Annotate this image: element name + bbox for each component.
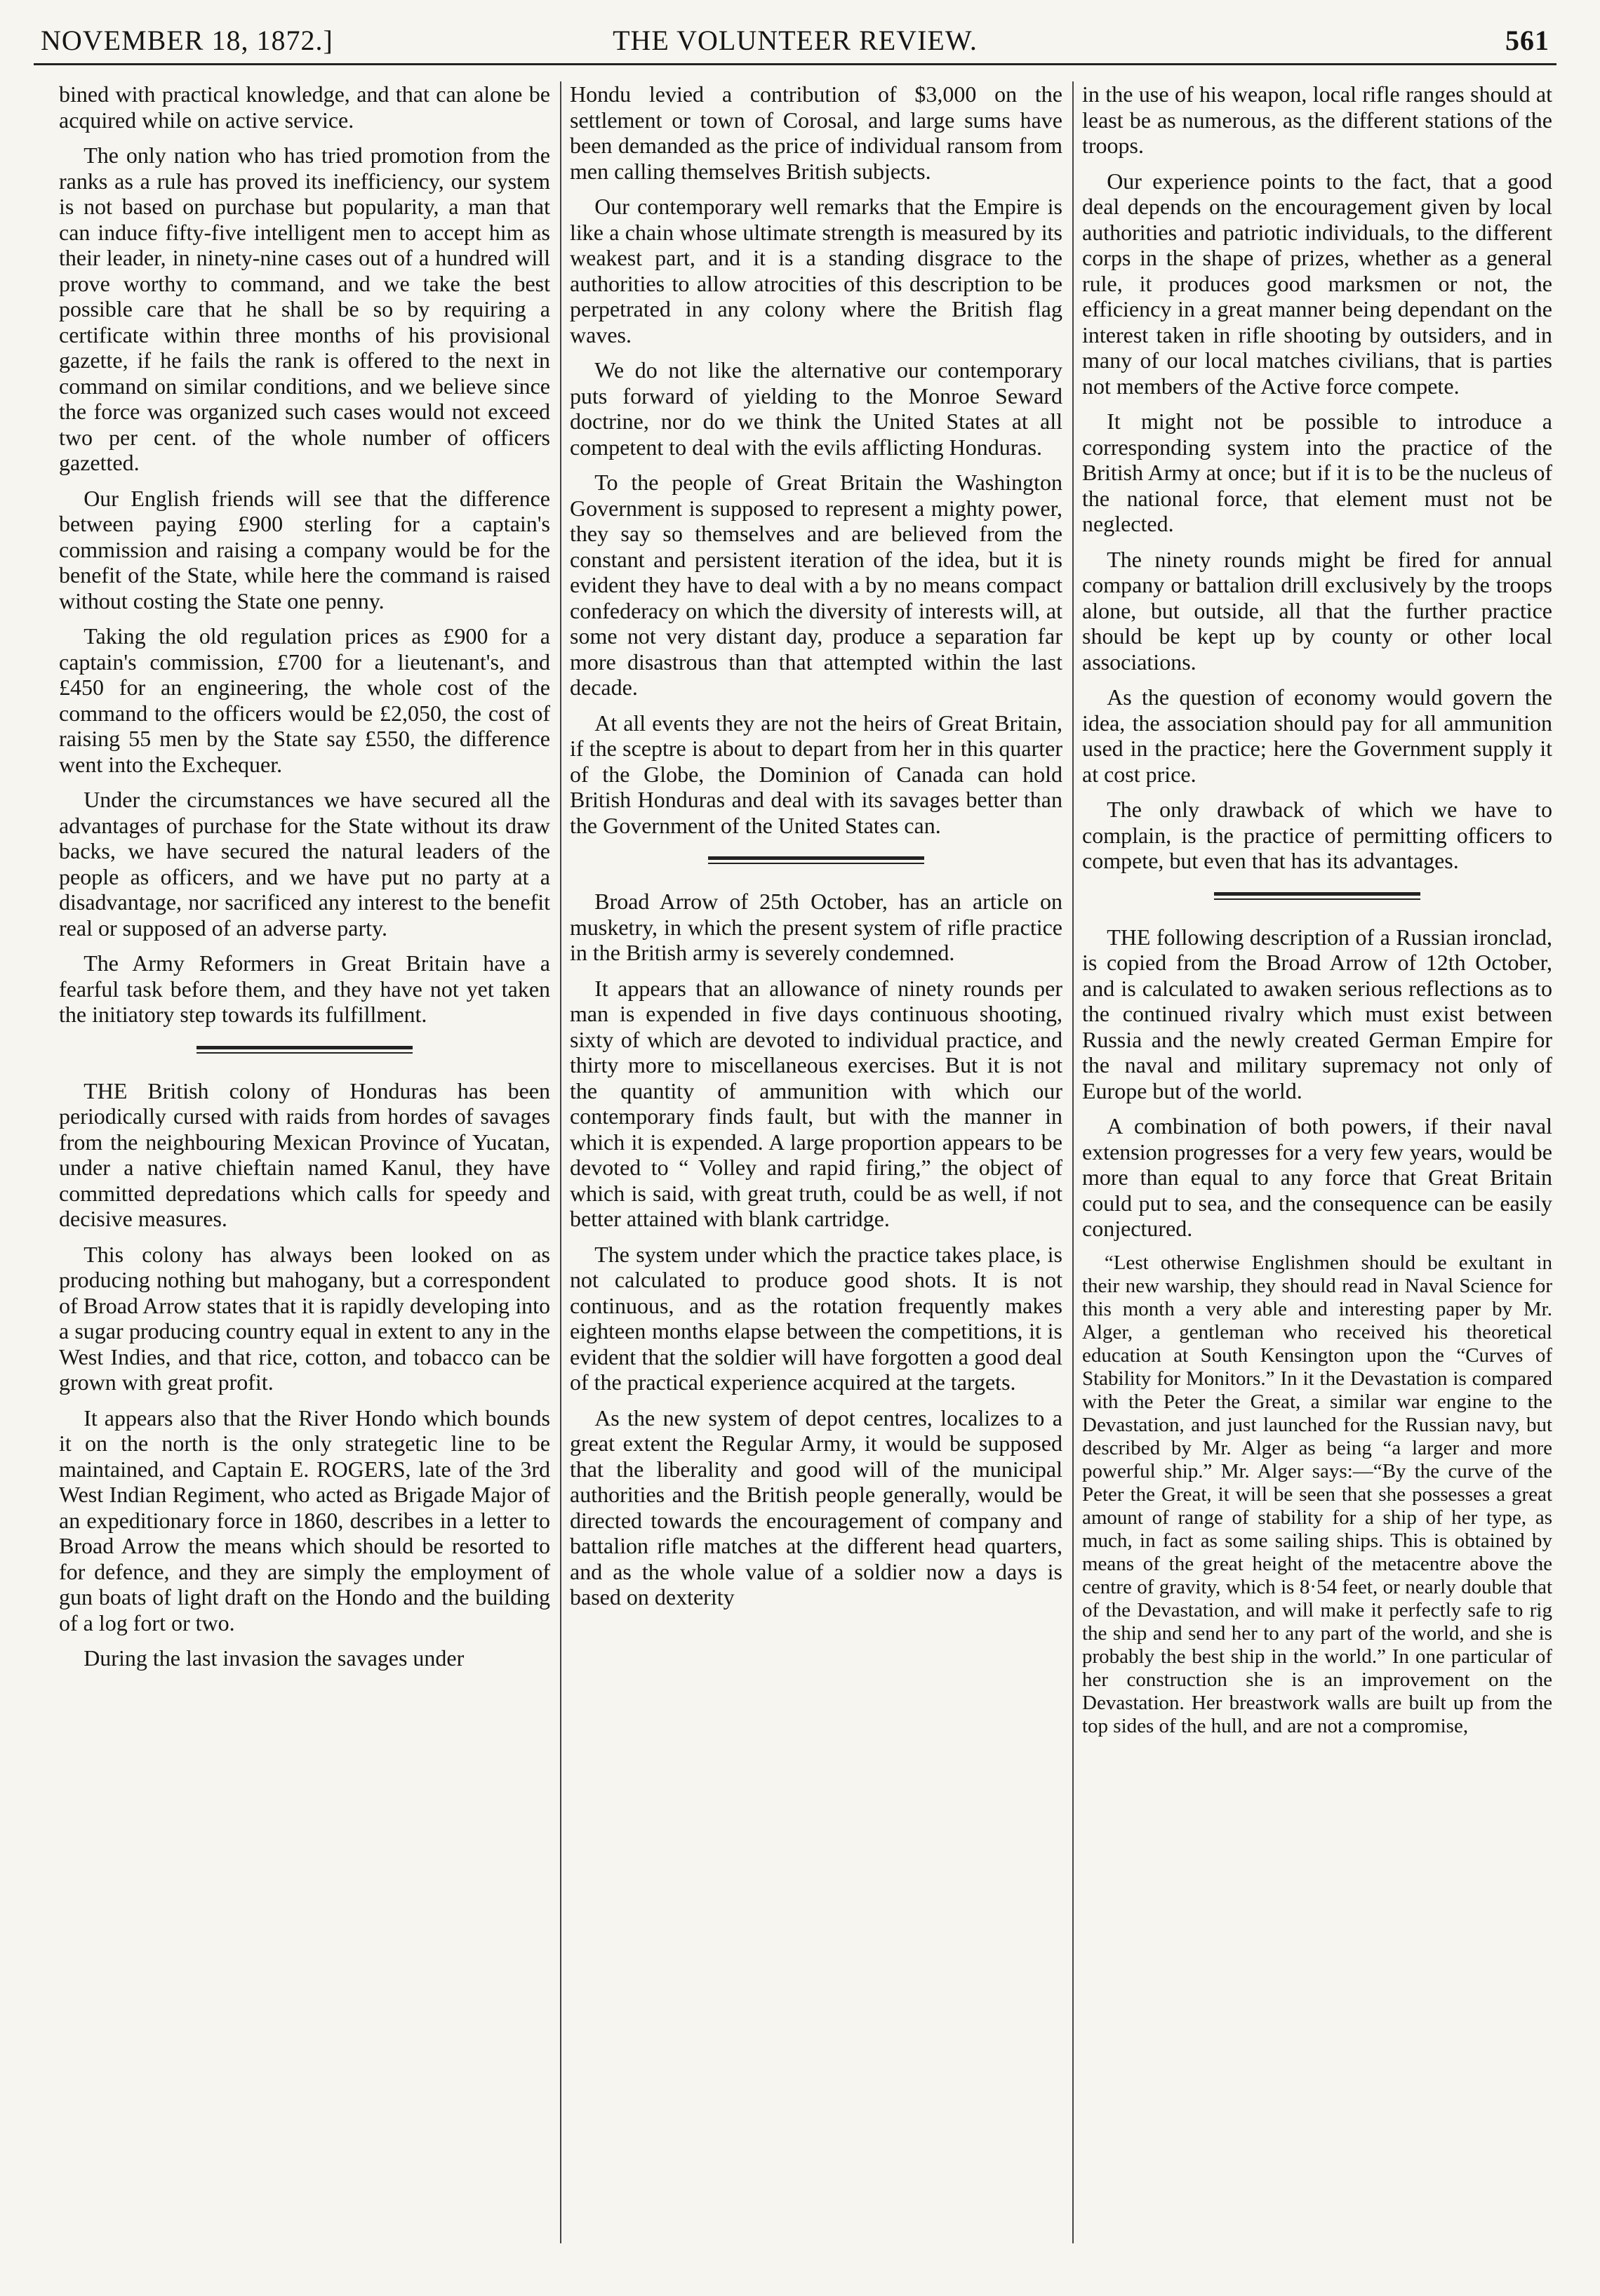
article-paragraph: The only nation who has tried promotion from the ranks as a rule has proved its inefficiency, our system is not based on purchase but popularity, a man that can induce fifty-five intelligent men to accept him as their leader, in ninety-nine cases out of a hundred will prove worthy to command, and we take the best possible care that he shall be so by requiring a certificate within three months of his provisional gazette, if he fails the rank is offered to the next in command on similar conditions, and we believe since the force was organized such cases would not exceed two per cent. of the whole number of officers gazetted. xyxy=(59,142,550,475)
column-rule xyxy=(1072,81,1074,2243)
column-rule xyxy=(560,81,561,2243)
article-paragraph: As the new system of depot centres, localizes to a great extent the Regular Army, it would be supposed that the liberality and good will of the municipal authorities and the British people generally, would be directed towards the encouragement of company and battalion rifle matches at the different head quarters, and as the whole value of a soldier now a days is based on dexterity xyxy=(570,1405,1062,1610)
article-paragraph: It appears that an allowance of ninety rounds per man is expended in five days continuous shooting, sixty of which are devoted to individual practice, and thirty more to miscellaneous exercises. But it is not the quantity of ammunition with which our contemporary finds fault, but with the manner in which it is expended. A large proportion appears to be devoted to “ Volley and rapid firing,” the object of which is said, with great truth, could be as well, if not better attained with blank cartridge. xyxy=(570,975,1062,1231)
article-paragraph: Broad Arrow of 25th October, has an article on musketry, in which the present system of rifle practice in the British army is severely condemned. xyxy=(570,889,1062,965)
article-paragraph: It might not be possible to introduce a corresponding system into the practice of the British Army at once; but if it is to be the nucleus of the national force, that element must not be neglected. xyxy=(1082,409,1552,536)
column-3 xyxy=(1082,81,1552,2257)
article-paragraph: Hondu levied a contribution of $3,000 on the settlement or town of Corosal, and large sums have been demanded as the price of individual ransom from men calling themselves British subjects. xyxy=(570,81,1062,184)
article-paragraph: Taking the old regulation prices as £900 for a captain's commission, £700 for a lieutenant's, and £450 for an engineering, the whole cost of the command to the officers would be £2,050, the cost of raising 55 men by the State say £550, the difference went into the Exchequer. xyxy=(59,623,550,777)
article-paragraph: Our English friends will see that the difference between paying £900 sterling for a captain's commission and raising a company would be for the benefit of the State, while here the command is raised without costing the State one penny. xyxy=(59,485,550,613)
block-quote: “Lest otherwise Englishmen should be exultant in their new warship, they should read in Naval Science for this month a very able and interesting paper by Mr. Alger, a gentleman who received his theoretical education at South Kensington upon the “Curves of Stability for Monitors.” In it the Devastation is compared with the Peter the Great, a similar war engine to the Devastation, and just launched for the Russian navy, but described by Mr. Alger as being “a larger and more powerful ship.” Mr. Alger says:—“By the curve of the Peter the Great, it will be seen that she possesses a great amount of range of stability for a ship of her type, as much, in fact as some sailing ships. This is obtained by means of the great height of the metacentre above the centre of gravity, which is 8·54 feet, or nearly double that of the Devastation, and will make it perfectly safe to rig the ship and send her to any part of the world, and she is probably the best ship in the world.” In one particular of her construction she is an improvement on the Devastation. Her breastwork walls are built up from the top sides of the hull, and are not a compromise, xyxy=(1082,1251,1552,1737)
article-paragraph: The only drawback of which we have to complain, is the practice of permitting officers to compete, but even that has its advantages. xyxy=(1082,797,1552,873)
publication-title: THE VOLUNTEER REVIEW. xyxy=(613,25,978,56)
article-paragraph: bined with practical knowledge, and that can alone be acquired while on active service. xyxy=(59,81,550,133)
article-paragraph: During the last invasion the savages under xyxy=(84,1645,465,1671)
article-paragraph: Our contemporary well remarks that the Empire is like a chain whose ultimate strength is measured by its weakest part, and it is a standing disgrace to the authorities to allow atrocities of this description to be perpetrated in any colony where the British flag waves. xyxy=(570,194,1062,347)
article-paragraph: As the question of economy would govern the idea, the association should pay for all ammunition used in the practice; here the Government supply it at cost price. xyxy=(1082,684,1552,787)
article-paragraph: THE following description of a Russian ironclad, is copied from the Broad Arrow of 12th October, and is calculated to awaken serious reflections as to the continued rivalry which must exist between Russia and the newly created German Empire for the naval and military supremacy not only of Europe but of the world. xyxy=(1082,924,1552,1103)
article-paragraph: Under the circumstances we have secured all the advantages of purchase for the State without its draw backs, we have secured the natural leaders of the people as officers, and we have put no party at a disadvantage, nor sacrificed any interest to the benefit real or supposed of an adverse party. xyxy=(59,787,550,941)
section-separator xyxy=(1082,884,1552,909)
article-paragraph: in the use of his weapon, local rifle ranges should at least be as numerous, as the different stations of the troops. xyxy=(1082,81,1552,158)
article-paragraph: This colony has always been looked on as producing nothing but mahogany, but a correspondent of Broad Arrow states that it is rapidly developing into a sugar producing country equal in extent to any in the West Indies, and that rice, cotton, and tobacco can be grown with great profit. xyxy=(59,1241,550,1395)
article-paragraph: The system under which the practice takes place, is not calculated to produce good shots. It is not continuous, and as the rotation frequently makes eighteen months elapse between the competitions, it is evident that the soldier will have forgotten a good deal of the practical experience acquired at the targets. xyxy=(570,1241,1062,1395)
article-paragraph: It appears also that the River Hondo which bounds it on the north is the only strategetic line to be maintained, and Captain E. ROGERS, late of the 3rd West Indian Regiment, who acted as Brigade Major of an expeditionary force in 1860, describes in a letter to Broad Arrow the means which should be resorted to for defence, and they are simply the employment of gun boats of light draft on the Hondo and the building of a log fort or two. xyxy=(59,1405,550,1635)
page-number: 561 xyxy=(1505,25,1549,56)
article-paragraph: Our experience points to the fact, that a good deal depends on the encouragement given by local authorities and patriotic individuals, to the different corps in the shape of prizes, whether as a general rule, it produces good marksmen or not, the efficiency in a great manner being dependant on the interest taken in rifle shooting by outsiders, and in many of our local matches civilians, that is parties not members of the Active force compete. xyxy=(1082,168,1552,399)
issue-date: NOVEMBER 18, 1872.] xyxy=(41,25,333,56)
section-separator xyxy=(570,848,1062,873)
article-paragraph: The Army Reformers in Great Britain have a fearful task before them, and they have not yet taken the initiatory step towards its fulfillment. xyxy=(59,950,550,1027)
article-paragraph: The ninety rounds might be fired for annual company or battalion drill exclusively by the troops alone, but outside, all that the further practice should be kept up by county or other local associations. xyxy=(1082,546,1552,675)
column-2 xyxy=(570,81,1062,2257)
article-paragraph: At all events they are not the heirs of Great Britain, if the sceptre is about to depart from her in this quarter of the Globe, the Dominion of Canada can hold British Honduras and deal with its savages better than the Government of the United States can. xyxy=(570,710,1062,838)
article-paragraph: THE British colony of Honduras has been periodically cursed with raids from hordes of savages from the neighbouring Mexican Province of Yucatan, under a native chieftain named Kanul, they have committed depredations which calls for speedy and decisive measures. xyxy=(59,1077,550,1231)
article-paragraph: A combination of both powers, if their naval extension progresses for a very few years, would be more than equal to any force that Great Britain could put to sea, and the consequence can be easily conjectured. xyxy=(1082,1113,1552,1241)
page-header xyxy=(34,14,1556,65)
section-separator xyxy=(59,1037,550,1063)
article-paragraph: We do not like the alternative our contemporary puts forward of yielding to the Monroe Seward doctrine, nor do we think the United States at all competent to deal with the evils afflicting Honduras. xyxy=(570,357,1062,460)
column-1 xyxy=(59,81,550,2257)
article-paragraph: To the people of Great Britain the Washington Government is supposed to represent a mighty power, they say so themselves and are believed from the constant and persistent iteration of the idea, but it is evident they have to deal with a by no means compact confederacy on which the diversity of interests will, at some not very distant day, produce a separation far more disastrous than that attempted within the last decade. xyxy=(570,470,1062,700)
